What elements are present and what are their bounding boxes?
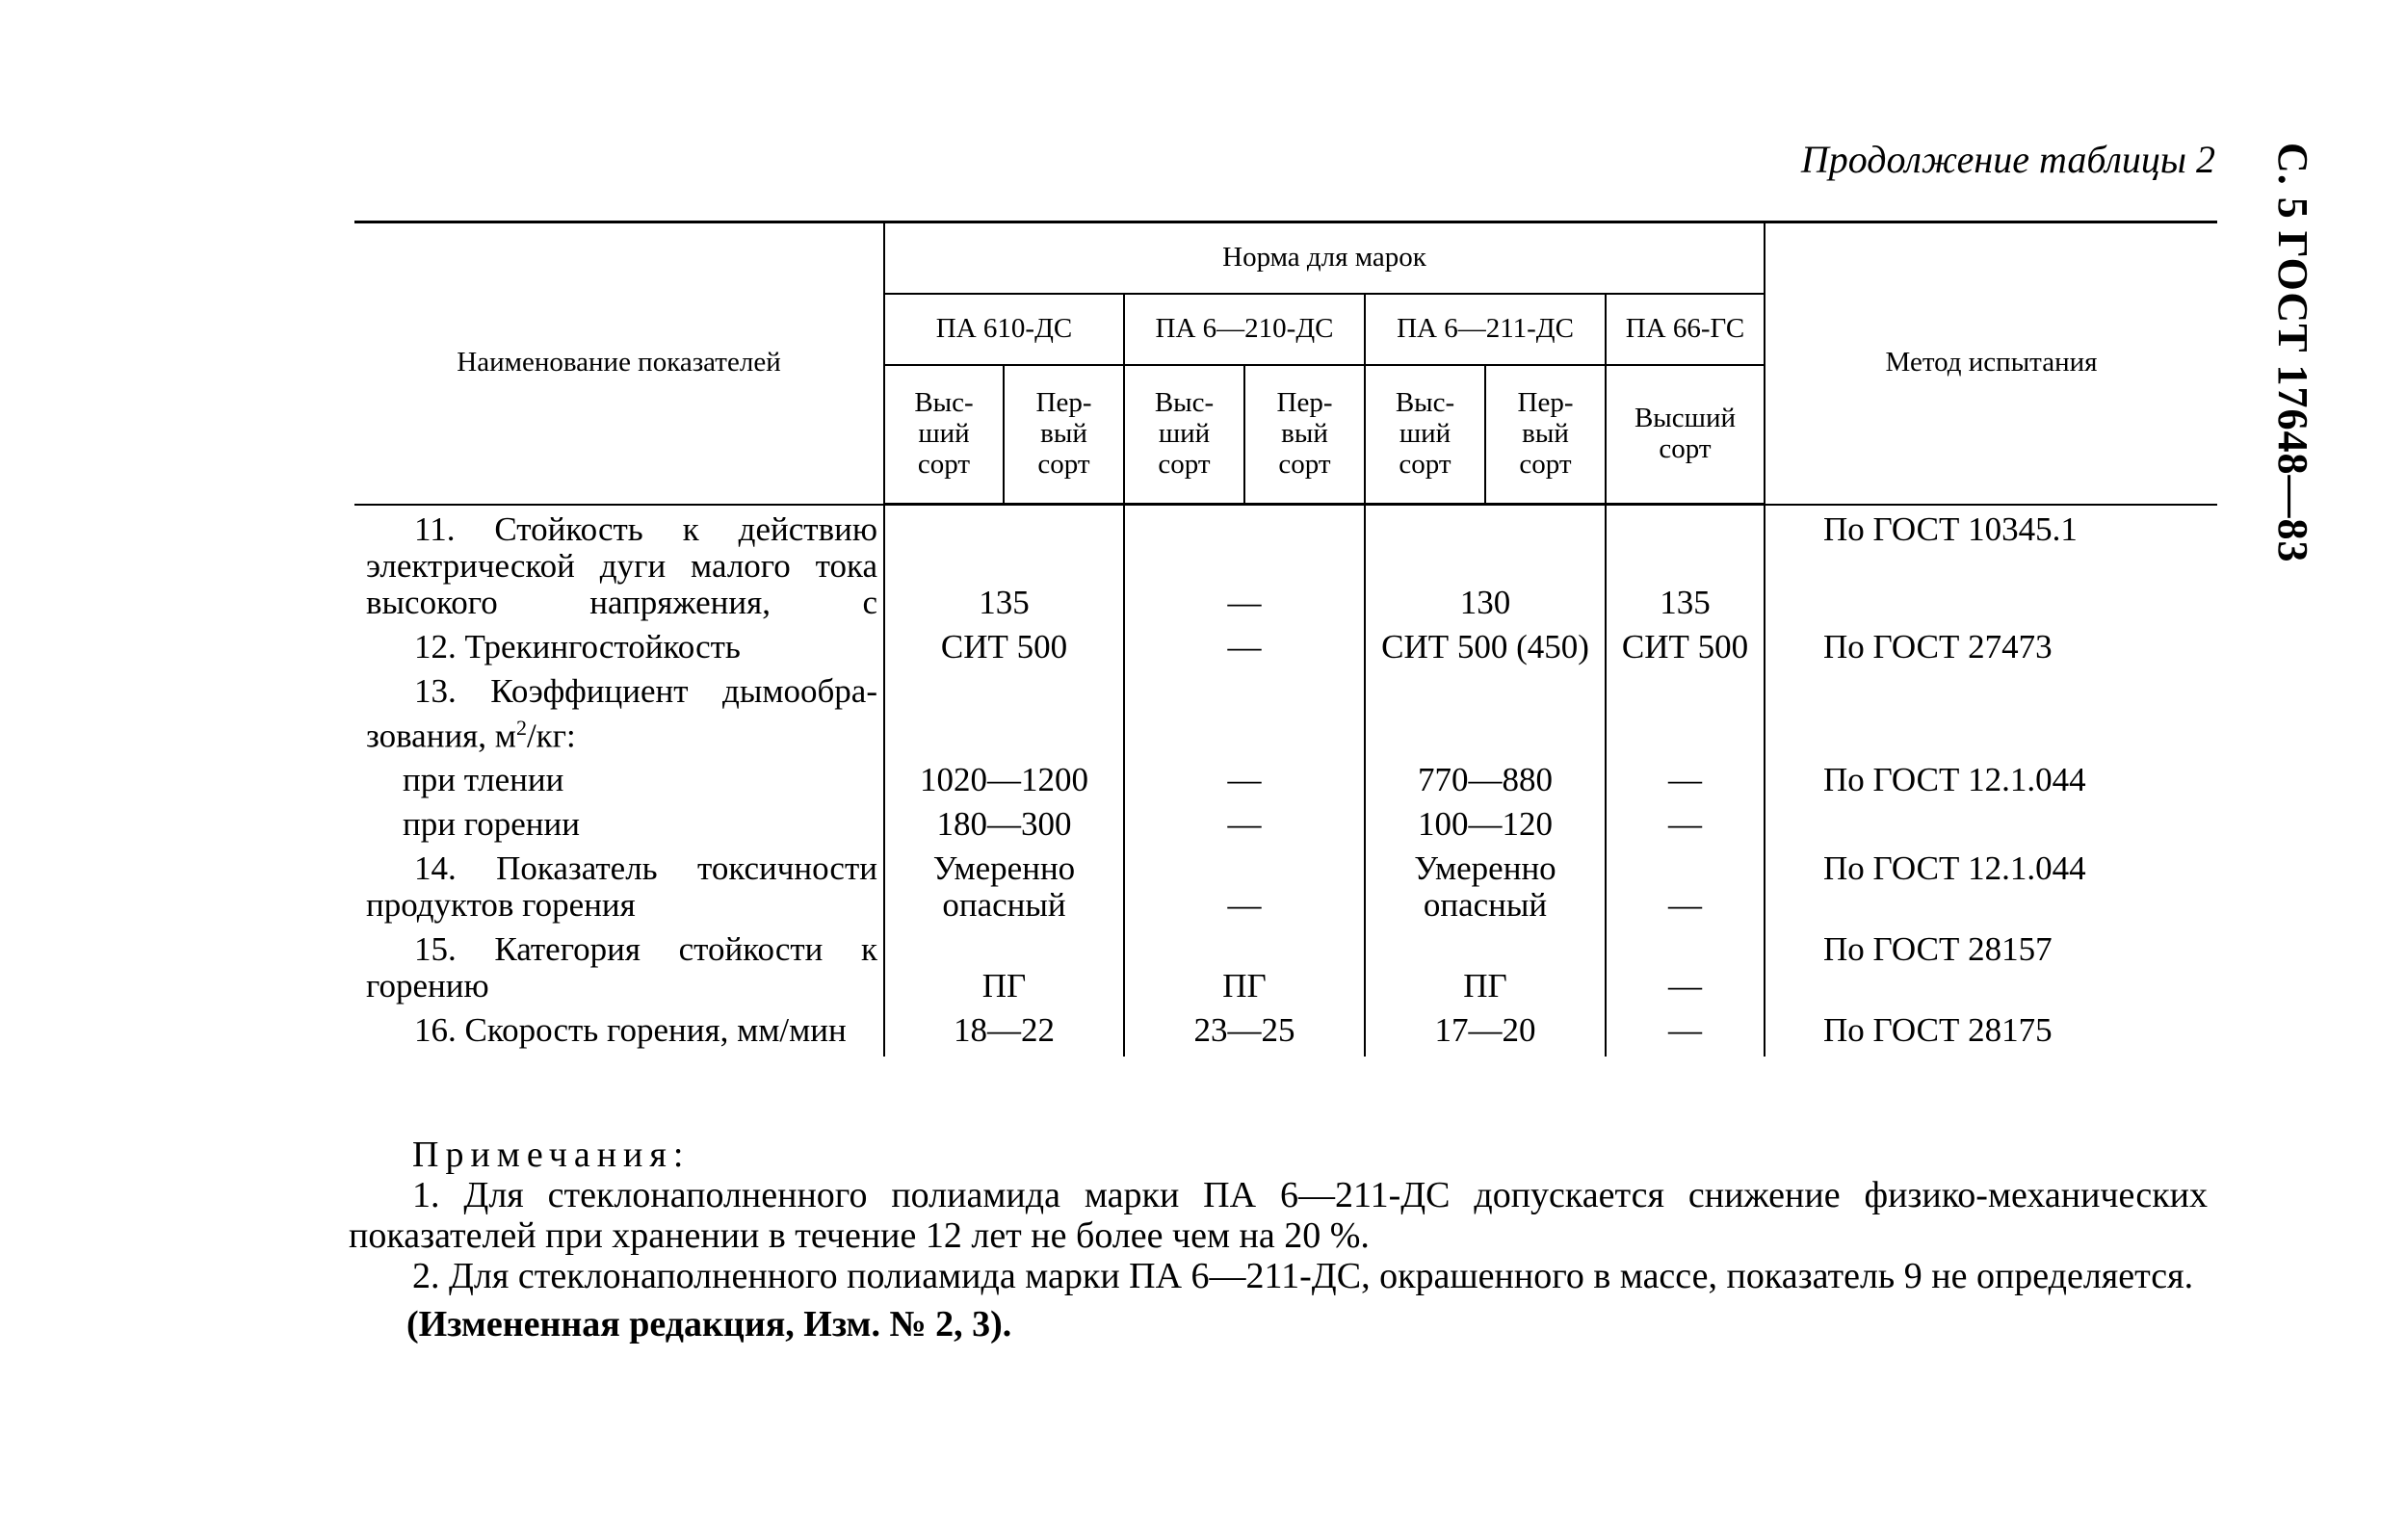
- value-pa6210: 23—25: [1124, 1006, 1365, 1057]
- continuation-title: Продолжение таблицы 2: [1800, 138, 2215, 181]
- header-method-col: Метод испытания: [1765, 222, 2217, 505]
- header-grade: Высший сорт: [1606, 365, 1765, 505]
- table-row: [354, 926, 2217, 1006]
- value-pa6210: —: [1124, 505, 1365, 623]
- table-row: [354, 800, 2217, 845]
- value-pa6211: 100—120: [1365, 800, 1606, 845]
- test-method: По ГОСТ 10345.1: [1765, 505, 2217, 623]
- side-page-label: С. 5 ГОСТ 17648—83: [2269, 143, 2316, 563]
- table-row: [354, 1006, 2217, 1057]
- header-brand-pa6211: ПА 6—211-ДС: [1365, 294, 1606, 365]
- table-row: [354, 667, 2217, 757]
- header-grade: Выс- ший сорт: [884, 365, 1004, 505]
- value-pa6211: ПГ: [1365, 926, 1606, 1006]
- value-pa6211: 130: [1365, 505, 1606, 623]
- value-pa66: [1606, 667, 1765, 757]
- header-name-col: Наименование показателей: [354, 222, 884, 505]
- test-method: По ГОСТ 28175: [1765, 1006, 2217, 1057]
- value-pa6210: ПГ: [1124, 926, 1365, 1006]
- value-pa6210: —: [1124, 800, 1365, 845]
- value-pa610: 180—300: [884, 800, 1124, 845]
- test-method: По ГОСТ 27473: [1765, 623, 2217, 667]
- value-pa610: СИТ 500: [884, 623, 1124, 667]
- value-pa66: —: [1606, 756, 1765, 800]
- test-method: По ГОСТ 12.1.044: [1765, 756, 2217, 800]
- value-pa610: 135: [884, 505, 1124, 623]
- table-row: [354, 623, 2217, 667]
- table-row: [354, 756, 2217, 800]
- value-pa66: —: [1606, 800, 1765, 845]
- header-norm-group: Норма для марок: [884, 222, 1765, 295]
- value-pa6210: —: [1124, 756, 1365, 800]
- value-pa6210: [1124, 667, 1365, 757]
- value-pa66: —: [1606, 845, 1765, 926]
- indicator-name: 11. Стойкость к действию электрической дуги малого тока высокого напряжения, с: [366, 509, 877, 621]
- indicator-name: при тлении: [403, 761, 564, 799]
- value-pa610: Умеренно опасный: [884, 845, 1124, 926]
- value-pa6210: —: [1124, 845, 1365, 926]
- value-pa66: —: [1606, 1006, 1765, 1057]
- test-method: [1765, 800, 2217, 845]
- value-pa610: 18—22: [884, 1006, 1124, 1057]
- header-brand-pa66: ПА 66-ГС: [1606, 294, 1765, 365]
- indicator-name: 12. Трекингостойкость: [414, 627, 741, 666]
- table-row: [354, 505, 2217, 623]
- header-grade: Пер- вый сорт: [1485, 365, 1606, 505]
- notes-heading: Примечания:: [412, 1135, 691, 1175]
- revision-note: (Измененная редакция, Изм. № 2, 3).: [406, 1304, 1012, 1344]
- test-method: [1765, 667, 2217, 757]
- indicator-name: 15. Категория стойкости к горению: [366, 930, 877, 1005]
- value-pa66: —: [1606, 926, 1765, 1006]
- value-pa6210: —: [1124, 623, 1365, 667]
- value-pa6211: 17—20: [1365, 1006, 1606, 1057]
- indicator-name: 13. Коэффициент дымообра- зования, $м^2/кг$:: [366, 671, 877, 755]
- note-item: 1. Для стеклонаполненного полиамида марки ПА 6—211-ДС допускается снижение физико-механических показателей при хранении в течение 12 лет не более чем на 20 %.: [349, 1175, 2208, 1256]
- indicator-name: при горении: [403, 805, 580, 844]
- value-pa610: ПГ: [884, 926, 1124, 1006]
- indicator-name: 16. Скорость горения, мм/мин: [414, 1011, 847, 1050]
- indicators-table: [354, 221, 2217, 1057]
- header-brand-pa610: ПА 610-ДС: [884, 294, 1124, 365]
- value-pa6211: 770—880: [1365, 756, 1606, 800]
- value-pa6211: Умеренно опасный: [1365, 845, 1606, 926]
- header-grade: Пер- вый сорт: [1244, 365, 1365, 505]
- value-pa610: 1020—1200: [884, 756, 1124, 800]
- value-pa6211: СИТ 500 (450): [1365, 623, 1606, 667]
- table-row: [354, 845, 2217, 926]
- value-pa6211: [1365, 667, 1606, 757]
- header-brand-pa6210: ПА 6—210-ДС: [1124, 294, 1365, 365]
- value-pa66: 135: [1606, 505, 1765, 623]
- test-method: По ГОСТ 12.1.044: [1765, 845, 2217, 926]
- header-grade: Выс- ший сорт: [1365, 365, 1485, 505]
- note-item: 2. Для стеклонаполненного полиамида марки ПА 6—211-ДС, окрашенного в массе, показатель 9 не определяется.: [412, 1256, 2194, 1296]
- header-grade: Пер- вый сорт: [1004, 365, 1124, 505]
- test-method: По ГОСТ 28157: [1765, 926, 2217, 1006]
- indicator-name: 14. Показатель токсичности продуктов горения: [366, 849, 877, 925]
- value-pa66: СИТ 500: [1606, 623, 1765, 667]
- header-grade: Выс- ший сорт: [1124, 365, 1244, 505]
- notes-section: [349, 1135, 2208, 1344]
- value-pa610: [884, 667, 1124, 757]
